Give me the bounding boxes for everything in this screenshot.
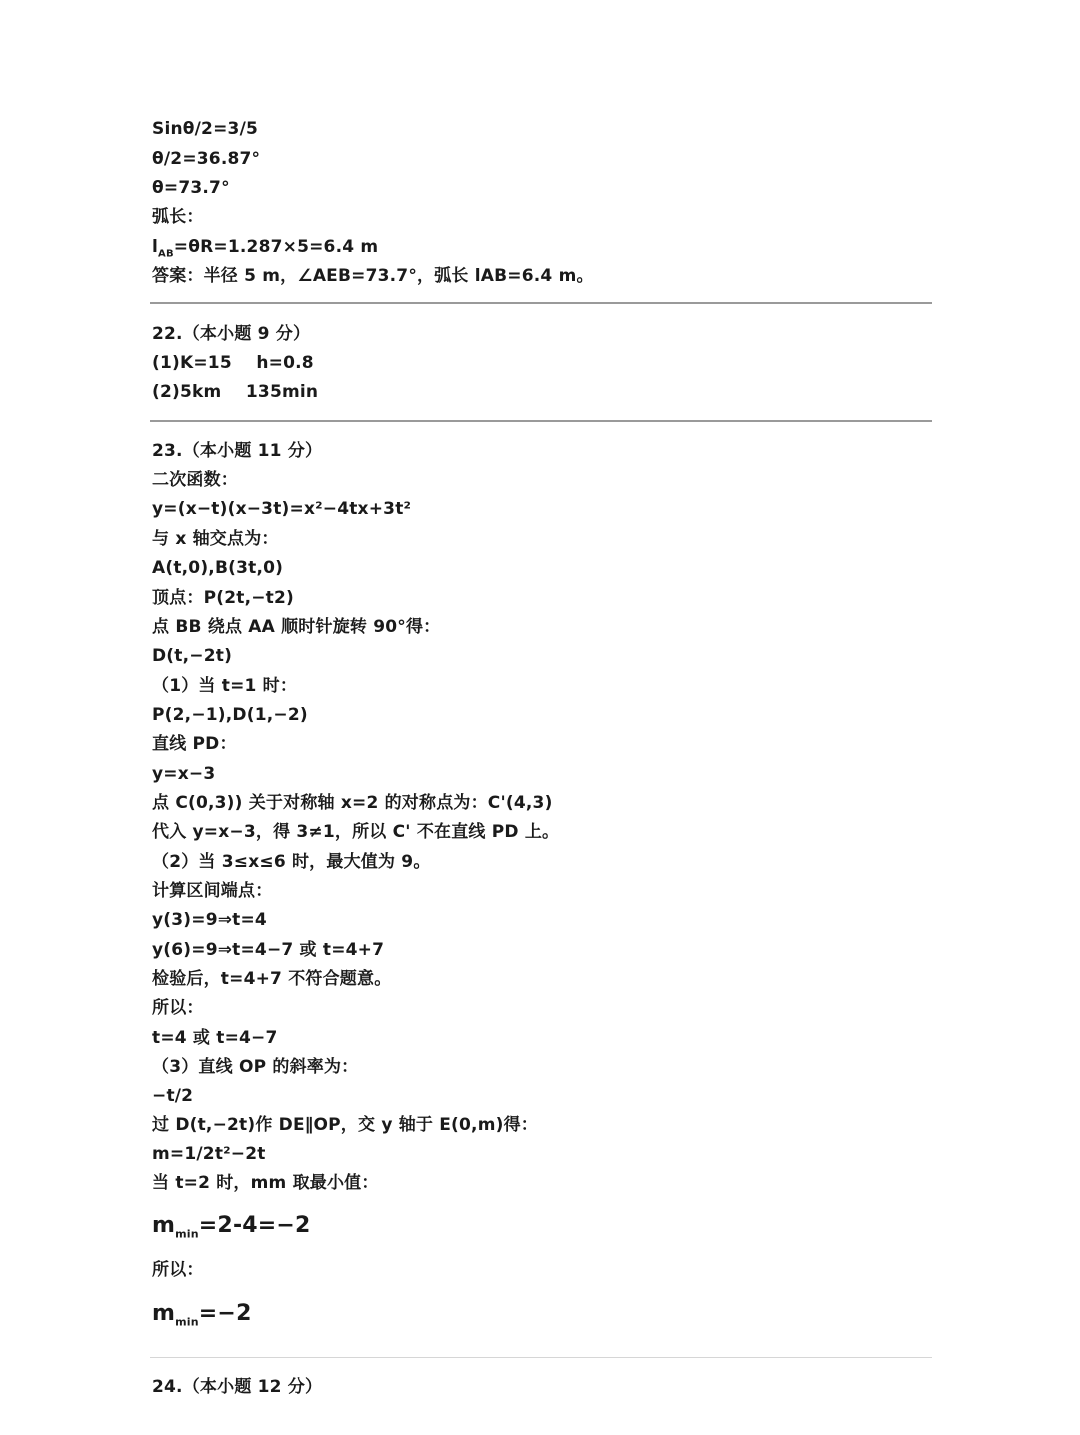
answer-line: 答案：半径 5 m，∠AEB=73.7°，弧长 lAB=6.4 m。	[152, 266, 594, 286]
subquestion-label: （1）当 t=1 时：	[152, 676, 298, 696]
text-line: 点 C(0,3)) 关于对称轴 x=2 的对称点为：C'(4,3)	[152, 793, 553, 813]
text-line: y(6)=9⇒t=4−7 或 t=4+7	[152, 940, 385, 960]
equation-rest: =2-4=−2	[198, 1213, 311, 1238]
text-line: 检验后，t=4+7 不符合题意。	[152, 969, 392, 989]
subquestion-label: （3）直线 OP 的斜率为：	[152, 1057, 359, 1077]
text-line: θ=73.7°	[152, 178, 230, 198]
text-line: Sinθ/2=3/5	[152, 119, 259, 139]
text-line: 所以：	[152, 998, 204, 1018]
question-heading: 22.（本小题 9 分）	[152, 324, 311, 344]
text-line: 代入 y=x−3，得 3≠1，所以 C' 不在直线 PD 上。	[152, 822, 560, 842]
text-line: D(t,−2t)	[152, 646, 233, 666]
question-heading: 24.（本小题 12 分）	[152, 1377, 323, 1397]
section-divider	[150, 1357, 932, 1358]
subquestion-label: （2）当 3≤x≤6 时，最大值为 9。	[152, 852, 431, 872]
text-line: 弧长：	[152, 207, 204, 227]
question-heading: 23.（本小题 11 分）	[152, 441, 323, 461]
text-line: y=(x−t)(x−3t)=x²−4tx+3t²	[152, 499, 412, 519]
text-line: m=1/2t²−2t	[152, 1144, 266, 1164]
text-line: P(2,−1),D(1,−2)	[152, 705, 308, 725]
text-line: t=4 或 t=4−7	[152, 1028, 278, 1048]
text-line: 二次函数：	[152, 470, 238, 490]
text-line: (2)5km 135min	[152, 382, 319, 402]
text-line: y=x−3	[152, 764, 216, 784]
equation-var: m	[152, 1301, 176, 1326]
text-line: θ/2=36.87°	[152, 149, 261, 169]
text-line: 点 BB 绕点 AA 顺时针旋转 90°得：	[152, 617, 441, 637]
text-line: y(3)=9⇒t=4	[152, 910, 267, 930]
section-divider	[150, 302, 932, 304]
section-divider	[150, 420, 932, 422]
equation-subscript: min	[175, 1227, 199, 1241]
text-line: $l_{AB}=\theta R=1.287\times 5=6.4$ m	[152, 237, 379, 260]
equation-mmin	[152, 1212, 311, 1248]
equation-rest: =−2	[198, 1301, 252, 1326]
text-line: (1)K=15 h=0.8	[152, 353, 314, 373]
text-line: 所以：	[152, 1260, 204, 1280]
equation-var: m	[152, 1213, 176, 1238]
text-line: 直线 PD：	[152, 734, 237, 754]
text-line: 顶点：P(2t,−t2)	[152, 588, 295, 608]
equation-subscript: min	[175, 1315, 199, 1329]
text-line: −t/2	[152, 1086, 194, 1106]
text-line: 计算区间端点：	[152, 881, 273, 901]
text-line: 当 t=2 时，mm 取最小值：	[152, 1173, 379, 1193]
text-line: 与 x 轴交点为：	[152, 529, 279, 549]
text-line: A(t,0),B(3t,0)	[152, 558, 284, 578]
text-line: 过 D(t,−2t)作 DE∥OP，交 y 轴于 E(0,m)得：	[152, 1115, 538, 1135]
equation-mmin-result	[152, 1300, 252, 1336]
